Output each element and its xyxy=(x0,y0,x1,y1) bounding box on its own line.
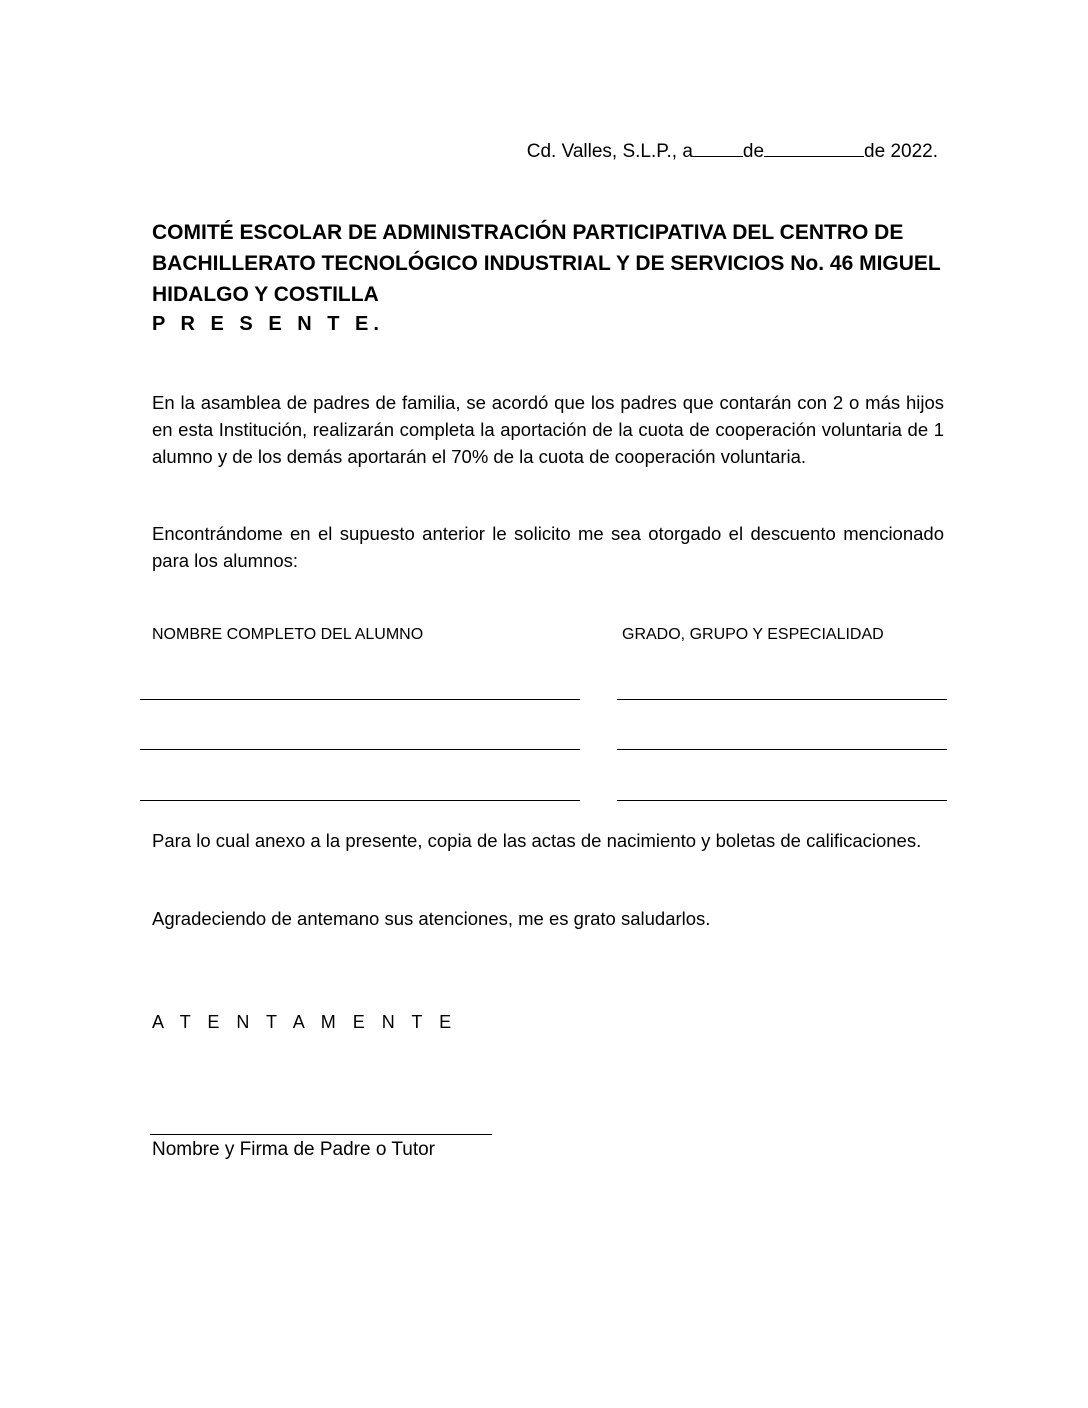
student-name-line xyxy=(140,749,580,750)
grade-group-line xyxy=(617,699,947,700)
atentamente-label: A T E N T A M E N T E xyxy=(152,1012,458,1032)
grade-group-line xyxy=(617,749,947,750)
recipient-heading xyxy=(152,217,952,310)
paragraph-request: Encontrándome en el supuesto anterior le solicito me sea otorgado el descuento mencionado para los alumnos: xyxy=(152,523,944,571)
heading-line-1: COMITÉ ESCOLAR DE ADMINISTRACIÓN PARTICIPATIVA DEL CENTRO DE xyxy=(152,221,904,244)
student-name-line xyxy=(140,699,580,700)
student-name-line xyxy=(140,800,580,801)
dateline-prefix: Cd. Valles, S.L.P., a xyxy=(526,141,693,162)
dateline xyxy=(527,140,938,163)
paragraph-attachments: Para lo cual anexo a la presente, copia de las actas de nacimiento y boletas de calificaciones. xyxy=(152,830,922,851)
heading-line-2: BACHILLERATO TECNOLÓGICO INDUSTRIAL Y DE SERVICIOS No. 46 MIGUEL xyxy=(152,252,941,275)
day-blank xyxy=(693,140,743,157)
dateline-middle: de xyxy=(742,141,765,162)
grade-group-header: GRADO, GRUPO Y ESPECIALIDAD xyxy=(622,626,884,643)
signature-line xyxy=(150,1134,492,1135)
paragraph-thanks: Agradeciendo de antemano sus atenciones, me es grato saludarlos. xyxy=(152,908,711,929)
grade-group-line xyxy=(617,800,947,801)
month-blank xyxy=(764,140,864,157)
presente-label: P R E S E N T E. xyxy=(152,313,384,335)
paragraph-assembly-agreement: En la asamblea de padres de familia, se acordó que los padres que contarán con 2 o más hijos en esta Institución, realizarán completa la aportación de la cuota de cooperación voluntaria de 1 alumno y de los demás aportarán el 70% de la cuota de cooperación voluntaria. xyxy=(152,392,944,467)
dateline-suffix: de 2022. xyxy=(864,141,938,162)
heading-line-3: HIDALGO Y COSTILLA xyxy=(152,283,379,306)
signature-label: Nombre y Firma de Padre o Tutor xyxy=(152,1139,435,1160)
student-name-header: NOMBRE COMPLETO DEL ALUMNO xyxy=(152,626,424,643)
